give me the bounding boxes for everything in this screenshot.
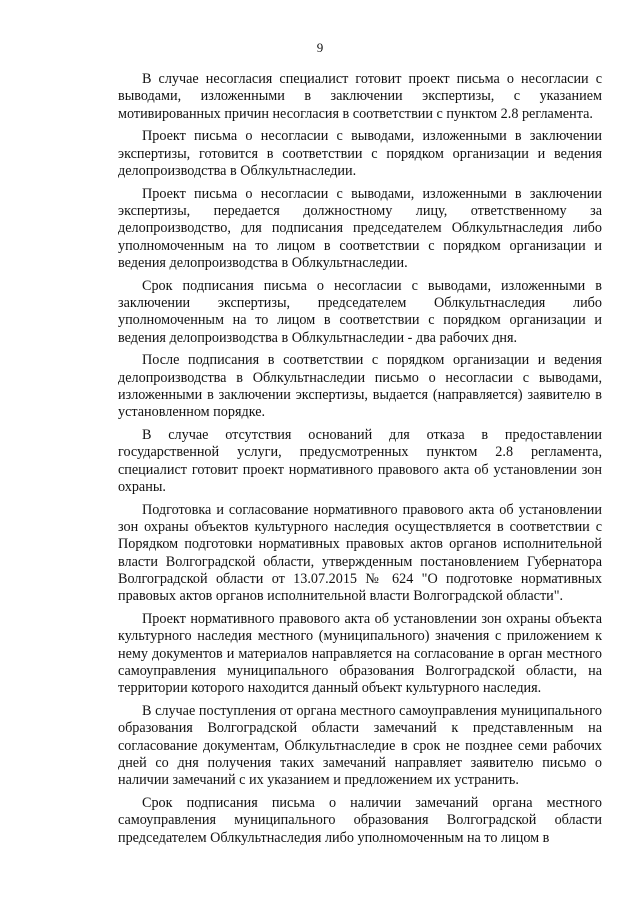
paragraph: Срок подписания письма о несогласии с выводами, изложенными в заключении экспертизы, председателем Облкультнаследия либо уполномоченным на то лицом в соответствии с порядком организации и ведения делопроизводства в Облкультнаследии - два рабочих дня. [118, 277, 602, 346]
page-number: 9 [316, 40, 324, 55]
paragraph: Проект письма о несогласии с выводами, изложенными в заключении экспертизы, передается должностному лицу, ответственному за делопроизводство, для подписания председателем Облкультнаследия либо уполномоченным на то лицом в соответствии с порядком организации и ведения делопроизводства в Облкультнаследии. [118, 185, 602, 271]
paragraph: Проект нормативного правового акта об установлении зон охраны объекта культурного наследия местного (муниципального) значения с приложением к нему документов и материалов направляется на согласование в орган местного самоуправления муниципального образования Волгоградской области, на территории которого находится данный объект культурного наследия. [118, 611, 602, 697]
paragraph: В случае отсутствия оснований для отказа в предоставлении государственной услуги, предусмотренных пунктом 2.8 регламента, специалист готовит проект нормативного правового акта об установлении зон охраны. [118, 427, 602, 496]
paragraph: После подписания в соответствии с порядком организации и ведения делопроизводства в Облкультнаследии письмо о несогласии с выводами, изложенными в заключении экспертизы, выдается (направляется) заявителю в установленном порядке. [118, 352, 602, 421]
paragraph: Срок подписания письма о наличии замечаний органа местного самоуправления муниципального образования Волгоградской области председателем Облкультнаследия либо уполномоченным на то лицом в [118, 795, 602, 846]
paragraph: Проект письма о несогласии с выводами, изложенными в заключении экспертизы, готовится в соответствии с порядком организации и ведения делопроизводства в Облкультнаследии. [118, 128, 602, 179]
document-body [118, 71, 602, 852]
paragraph: В случае несогласия специалист готовит проект письма о несогласии с выводами, изложенными в заключении экспертизы, с указанием мотивированных причин несогласия в соответствии с пунктом 2.8 регламента. [118, 71, 602, 122]
paragraph: В случае поступления от органа местного самоуправления муниципального образования Волгоградской области замечаний к представленным на согласование документам, Облкультнаследие в срок не позднее семи рабочих дней со дня получения таких замечаний направляет заявителю письмо о наличии замечаний с их указанием и предложением их устранить. [118, 703, 602, 789]
paragraph: Подготовка и согласование нормативного правового акта об установлении зон охраны объектов культурного наследия осуществляется в соответствии с Порядком подготовки нормативных правовых актов органов исполнительной власти Волгоградской области, утвержденным постановлением Губернатора Волгоградской области от 13.07.2015 № 624 "О подготовке нормативных правовых актов органов исполнительной власти Волгоградской области". [118, 501, 602, 605]
